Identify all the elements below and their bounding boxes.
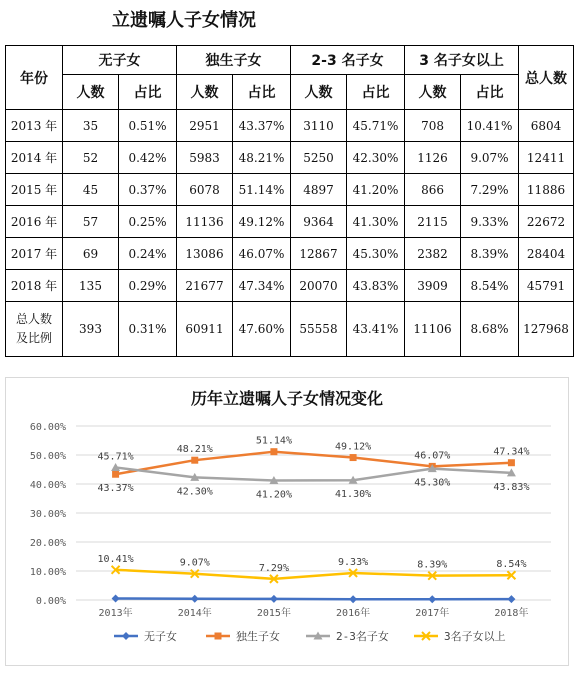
- table-cell: 43.37%: [233, 110, 291, 142]
- total-header: 总人数: [519, 46, 574, 110]
- x-tick-label: 2014年: [177, 608, 212, 619]
- table-cell: 47.34%: [233, 270, 291, 302]
- table-row: [6, 206, 574, 238]
- table-cell: 45.30%: [347, 238, 405, 270]
- data-label: 41.30%: [335, 489, 372, 501]
- total-cell: 60911: [177, 302, 233, 357]
- table-cell: 0.24%: [119, 238, 177, 270]
- data-label: 8.54%: [496, 559, 527, 571]
- series-line: [116, 467, 512, 480]
- x-tick-label: 2015年: [256, 608, 291, 619]
- statistics-table: [5, 45, 574, 357]
- legend-label: 3名子女以上: [444, 630, 506, 643]
- x-tick-label: 2017年: [415, 608, 450, 619]
- table-cell: 5983: [177, 142, 233, 174]
- data-label: 9.07%: [179, 557, 210, 569]
- table-cell: 45: [63, 174, 119, 206]
- table-cell: 45.71%: [347, 110, 405, 142]
- total-cell: 127968: [519, 302, 574, 357]
- y-tick-label: 50.00%: [29, 451, 66, 462]
- total-cell: 393: [63, 302, 119, 357]
- table-cell: 10.41%: [461, 110, 519, 142]
- data-label: 45.30%: [414, 477, 451, 489]
- table-cell: 12867: [291, 238, 347, 270]
- x-tick-label: 2016年: [336, 608, 371, 619]
- total-cell: 55558: [291, 302, 347, 357]
- y-tick-label: 60.00%: [29, 422, 66, 433]
- x-tick-label: 2018年: [494, 608, 529, 619]
- table-cell: 48.21%: [233, 142, 291, 174]
- line-chart: [6, 378, 568, 665]
- data-label: 10.41%: [97, 553, 134, 565]
- data-point: [428, 595, 436, 603]
- data-label: 49.12%: [335, 441, 372, 453]
- data-point: [191, 457, 198, 464]
- table-cell: 8.39%: [461, 238, 519, 270]
- table-cell: 49.12%: [233, 206, 291, 238]
- table-cell: 46.07%: [233, 238, 291, 270]
- table-cell: 11886: [519, 174, 574, 206]
- data-label: 42.30%: [176, 486, 213, 498]
- table-cell: 135: [63, 270, 119, 302]
- year-cell: 2016 年: [6, 206, 63, 238]
- table-cell: 11136: [177, 206, 233, 238]
- line-chart-panel: [5, 377, 569, 666]
- table-cell: 2951: [177, 110, 233, 142]
- data-label: 45.71%: [97, 451, 134, 463]
- data-point: [507, 595, 515, 603]
- year-cell: 2014 年: [6, 142, 63, 174]
- table-cell: 8.54%: [461, 270, 519, 302]
- table-cell: 5250: [291, 142, 347, 174]
- table-cell: 1126: [405, 142, 461, 174]
- year-cell: 2018 年: [6, 270, 63, 302]
- table-cell: 0.29%: [119, 270, 177, 302]
- table-cell: 43.83%: [347, 270, 405, 302]
- y-tick-label: 20.00%: [29, 538, 66, 549]
- table-row: [6, 142, 574, 174]
- table-cell: 13086: [177, 238, 233, 270]
- count-header: 人数: [177, 75, 233, 110]
- table-title: 立遗嘱人子女情况: [112, 10, 256, 31]
- table-cell: 7.29%: [461, 174, 519, 206]
- y-tick-label: 40.00%: [29, 480, 66, 491]
- table-cell: 45791: [519, 270, 574, 302]
- table-cell: 0.25%: [119, 206, 177, 238]
- total-row-label: [6, 302, 63, 357]
- table-row: [6, 174, 574, 206]
- table-cell: 9364: [291, 206, 347, 238]
- table-cell: 42.30%: [347, 142, 405, 174]
- ratio-header: 占比: [461, 75, 519, 110]
- count-header: 人数: [63, 75, 119, 110]
- count-header: 人数: [405, 75, 461, 110]
- data-point: [215, 633, 222, 640]
- data-label: 51.14%: [255, 435, 292, 447]
- data-point: [122, 632, 130, 640]
- table-cell: 20070: [291, 270, 347, 302]
- table-cell: 2115: [405, 206, 461, 238]
- table-cell: 6804: [519, 110, 574, 142]
- data-point: [349, 595, 357, 603]
- count-header: 人数: [291, 75, 347, 110]
- data-label: 8.39%: [417, 559, 448, 571]
- total-cell: 0.31%: [119, 302, 177, 357]
- data-point: [508, 459, 515, 466]
- year-header: 年份: [6, 46, 63, 110]
- data-label: 43.37%: [97, 483, 134, 495]
- data-point: [112, 471, 119, 478]
- group-header: 无子女: [63, 46, 177, 75]
- table-row: [6, 110, 574, 142]
- table-cell: 0.51%: [119, 110, 177, 142]
- series-line: [116, 599, 512, 600]
- data-point: [112, 595, 120, 603]
- table-cell: 3110: [291, 110, 347, 142]
- y-tick-label: 30.00%: [29, 509, 66, 520]
- group-header: 2-3 名子女: [291, 46, 405, 75]
- table-cell: 708: [405, 110, 461, 142]
- table-cell: 0.37%: [119, 174, 177, 206]
- data-point: [191, 595, 199, 603]
- y-tick-label: 0.00%: [35, 596, 66, 607]
- data-label: 47.34%: [493, 446, 530, 458]
- legend-label: 无子女: [144, 630, 177, 643]
- table-cell: 9.07%: [461, 142, 519, 174]
- total-cell: 47.60%: [233, 302, 291, 357]
- table-cell: 6078: [177, 174, 233, 206]
- table-cell: 69: [63, 238, 119, 270]
- data-point: [350, 454, 357, 461]
- table-row: [6, 270, 574, 302]
- table-cell: 41.30%: [347, 206, 405, 238]
- table-cell: 51.14%: [233, 174, 291, 206]
- table-cell: 52: [63, 142, 119, 174]
- data-point: [270, 595, 278, 603]
- year-cell: 2013 年: [6, 110, 63, 142]
- data-label: 41.20%: [255, 489, 292, 501]
- group-header: 独生子女: [177, 46, 291, 75]
- table-cell: 0.42%: [119, 142, 177, 174]
- table-cell: 4897: [291, 174, 347, 206]
- table-cell: 2382: [405, 238, 461, 270]
- year-cell: 2015 年: [6, 174, 63, 206]
- ratio-header: 占比: [347, 75, 405, 110]
- ratio-header: 占比: [119, 75, 177, 110]
- total-cell: 8.68%: [461, 302, 519, 357]
- total-label-line: 总人数: [15, 312, 52, 326]
- table-cell: 28404: [519, 238, 574, 270]
- table-cell: 866: [405, 174, 461, 206]
- table-cell: 12411: [519, 142, 574, 174]
- data-label: 46.07%: [414, 450, 451, 462]
- y-tick-label: 10.00%: [29, 567, 66, 578]
- total-cell: 43.41%: [347, 302, 405, 357]
- table-row: [6, 238, 574, 270]
- x-tick-label: 2013年: [98, 608, 133, 619]
- data-label: 7.29%: [258, 562, 289, 574]
- table-cell: 3909: [405, 270, 461, 302]
- legend-label: 2-3名子女: [336, 630, 389, 643]
- table-cell: 22672: [519, 206, 574, 238]
- total-cell: 11106: [405, 302, 461, 357]
- table-cell: 9.33%: [461, 206, 519, 238]
- year-cell: 2017 年: [6, 238, 63, 270]
- data-label: 48.21%: [176, 444, 213, 456]
- data-point: [270, 448, 277, 455]
- table-cell: 35: [63, 110, 119, 142]
- data-label: 43.83%: [493, 481, 530, 493]
- data-label: 9.33%: [338, 556, 369, 568]
- table-cell: 41.20%: [347, 174, 405, 206]
- table-cell: 57: [63, 206, 119, 238]
- ratio-header: 占比: [233, 75, 291, 110]
- chart-title: 历年立遗嘱人子女情况变化: [190, 389, 383, 408]
- legend-label: 独生子女: [236, 630, 280, 643]
- group-header: 3 名子女以上: [405, 46, 519, 75]
- table-cell: 21677: [177, 270, 233, 302]
- total-label-line: 及比例: [15, 331, 52, 345]
